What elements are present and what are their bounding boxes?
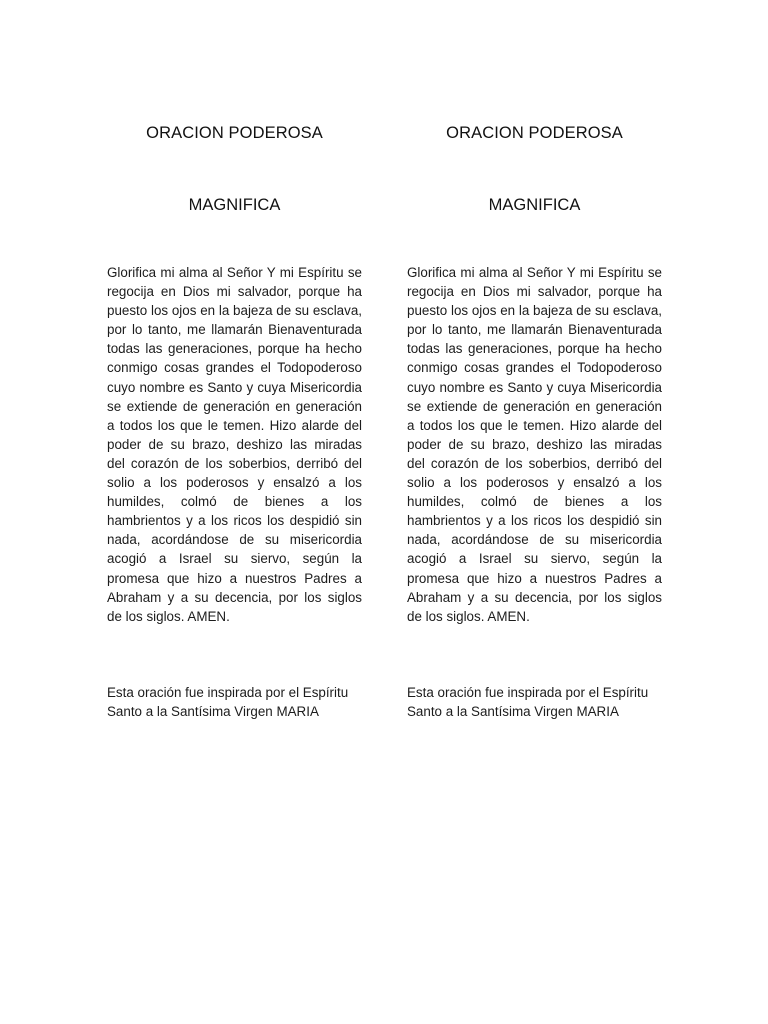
prayer-body: Glorifica mi alma al Señor Y mi Espíritu se regocija en Dios mi salvador, porque ha puesto los ojos en la bajeza de su esclava, por lo tanto, me llamarán Bienaventurada todas las generaciones, porque ha hecho conmigo cosas grandes el Todopoderoso cuyo nombre es Santo y cuya Misericordia se extiende de generación en generación a todos los que le temen. Hizo alarde del poder de su brazo, deshizo las miradas del corazón de los soberbios, derribó del solio a los poderosos y ensalzó a los humildes, colmó de bienes a los hambrientos y a los ricos los despidió sin nada, acordándose de su misericordia acogió a Israel su siervo, según la promesa que hizo a nuestros Padres a Abraham y a su decencia, por los siglos de los siglos. AMEN. — [407, 265, 662, 624]
prayer-body: Glorifica mi alma al Señor Y mi Espíritu se regocija en Dios mi salvador, porque ha puesto los ojos en la bajeza de su esclava, por lo tanto, me llamarán Bienaventurada todas las generaciones, porque ha hecho conmigo cosas grandes el Todopoderoso cuyo nombre es Santo y cuya Misericordia se extiende de generación en generación a todos los que le temen. Hizo alarde del poder de su brazo, deshizo las miradas del corazón de los soberbios, derribó del solio a los poderosos y ensalzó a los humildes, colmó de bienes a los hambrientos y a los ricos los despidió sin nada, acordándose de su misericordia acogió a Israel su siervo, según la promesa que hizo a nuestros Padres a Abraham y a su decencia, por los siglos de los siglos. AMEN. — [107, 265, 362, 624]
prayer-note: Esta oración fue inspirada por el Espíritu Santo a la Santísima Virgen MARIA — [107, 685, 349, 720]
prayer-subtitle: MAGNIFICA — [488, 196, 581, 214]
prayer-title: ORACION PODEROSA — [446, 124, 623, 142]
prayer-subtitle: MAGNIFICA — [188, 196, 281, 214]
prayer-note: Esta oración fue inspirada por el Espíritu Santo a la Santísima Virgen MARIA — [407, 685, 649, 720]
prayer-title: ORACION PODEROSA — [146, 124, 323, 142]
